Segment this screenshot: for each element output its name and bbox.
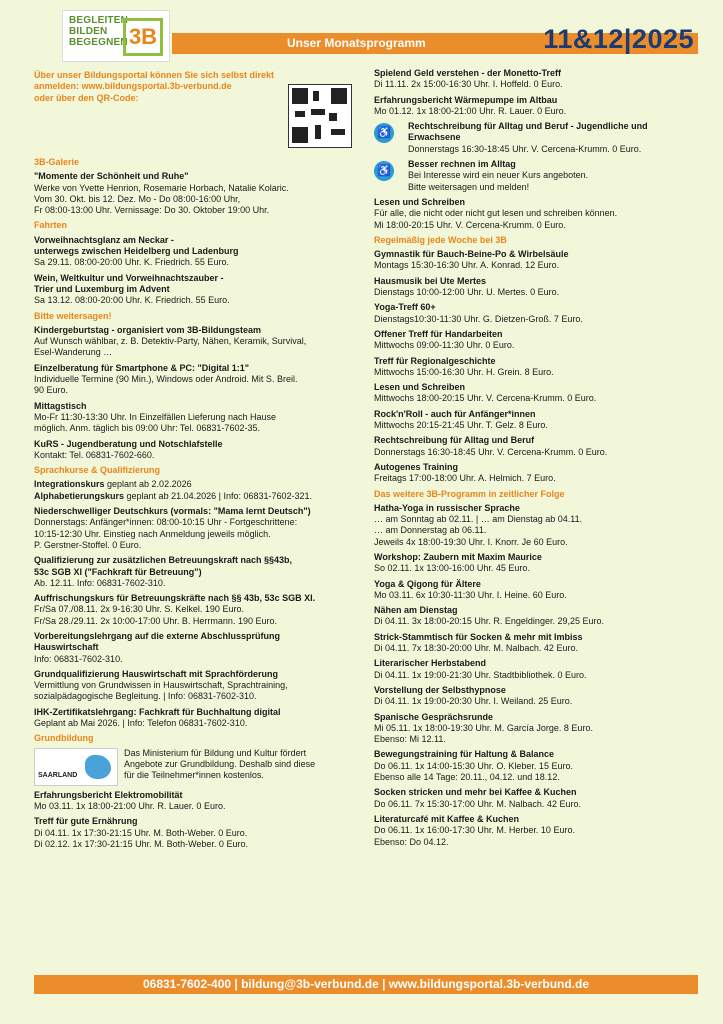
weekly-item bbox=[374, 329, 692, 352]
event-title: KuRS - Jugendberatung und Notschlafstelle bbox=[34, 438, 223, 449]
event-title: Yoga & Qigong für Ältere bbox=[374, 578, 481, 589]
event-title: Lesen und Schreiben bbox=[374, 382, 466, 393]
event-title: Erwachsene bbox=[408, 132, 461, 143]
event-line: 10:15-12:30 Uhr. Einstieg nach Anmeldung jeweils möglich. bbox=[34, 528, 271, 539]
event-line: Donnerstags 16:30-18:45 Uhr. V. Cercena-Krumm. 0 Euro. bbox=[374, 446, 608, 457]
event-title: Niederschwelliger Deutschkurs (vormals: "Mama lernt Deutsch") bbox=[34, 506, 311, 517]
logo-words bbox=[69, 15, 128, 48]
event-line: Dienstags10:30-11:30 Uhr. G. Dietzen-Groß. 7 Euro. bbox=[374, 313, 583, 324]
event-line: Fr 08:00-13:00 Uhr. Vernissage: Do 30. Oktober 19:00 Uhr. bbox=[34, 205, 270, 216]
event-einzelberatung bbox=[34, 363, 362, 397]
3b-logo bbox=[62, 10, 170, 62]
event-title: Lesen und Schreiben bbox=[374, 196, 466, 207]
event-title: Kindergeburtstag - organisiert vom 3B-Bildungsteam bbox=[34, 324, 262, 335]
logo-line: BEGLEITEN bbox=[69, 15, 129, 26]
event-waermepumpe bbox=[374, 95, 692, 118]
section-heading: Das weitere 3B-Programm in zeitlicher Folge bbox=[374, 488, 565, 499]
event-line: Di 04.11. 7x 18:30-20:00 Uhr. M. Nalbach. 42 Euro. bbox=[374, 643, 578, 654]
event-line: möglich. Anm. täglich bis 09:00 Uhr: Tel. 06831-7602-35. bbox=[34, 423, 260, 434]
event-title: Bewegungstraining für Haltung & Balance bbox=[374, 749, 555, 760]
event-title: Erfahrungsbericht Wärmepumpe im Altbau bbox=[374, 94, 558, 105]
saarland-logo bbox=[34, 748, 118, 786]
event-title: Treff für Regionalgeschichte bbox=[374, 355, 496, 366]
event-title: Hatha-Yoga in russischer Sprache bbox=[374, 502, 520, 513]
event-ihk bbox=[34, 707, 362, 730]
event-title: Nähen am Dienstag bbox=[374, 605, 458, 616]
event-line: P. Gerstner-Stoffel. 0 Euro. bbox=[34, 539, 142, 550]
event-title: IHK-Zertifikatslehrgang: Fachkraft für Buchhaltung digital bbox=[34, 706, 281, 717]
event-kindergeburtstag bbox=[34, 325, 362, 359]
event-title: unterwegs zwischen Heidelberg und Ladenburg bbox=[34, 246, 239, 257]
event-title: Vorweihnachtsglanz am Neckar - bbox=[34, 234, 174, 245]
event-title: Mittagstisch bbox=[34, 400, 87, 411]
intro-line: Über unser Bildungsportal können Sie sich selbst direkt bbox=[34, 70, 275, 80]
accessibility-icon: ♿ bbox=[374, 161, 394, 181]
event-line: Sa 29.11. 08:00-20:00 Uhr. K. Friedrich. 55 Euro. bbox=[34, 257, 229, 268]
event-title: Yoga-Treff 60+ bbox=[374, 302, 436, 313]
event-line: Di 04.11. 3x 18:00-20:15 Uhr. R. Engeldinger. 29,25 Euro. bbox=[374, 616, 604, 627]
note-line: Das Ministerium für Bildung und Kultur fördert bbox=[124, 747, 307, 758]
event-line: Do 06.11. 1x 16:00-17:30 Uhr. M. Herber. 10 Euro. bbox=[374, 825, 575, 836]
event-line: Mo 03.11. 1x 18:00-21:00 Uhr. R. Lauer. 0 Euro. bbox=[34, 800, 226, 811]
header-date: 11&12|2025 bbox=[543, 24, 694, 54]
event-title: Spanische Gesprächsrunde bbox=[374, 711, 494, 722]
event-title: Grundqualifizierung Hauswirtschaft mit Sprachförderung bbox=[34, 668, 279, 679]
event-line: Esel-Wanderung … bbox=[34, 347, 113, 358]
weekly-item bbox=[374, 249, 692, 272]
grundbildung-note bbox=[34, 748, 362, 786]
event-title: Auffrischungskurs für Betreuungskräfte nach §§ 43b, 53c SGB XI. bbox=[34, 593, 316, 604]
weekly-item bbox=[374, 435, 692, 458]
event-title: Besser rechnen im Alltag bbox=[408, 159, 516, 170]
event-line: geplant ab 21.04.2026 | Info: 06831-7602-321. bbox=[124, 490, 313, 501]
event-title: Vorstellung der Selbsthypnose bbox=[374, 684, 506, 695]
event-line: Bei Interesse wird ein neuer Kurs angeboten. bbox=[408, 170, 589, 181]
event-title: 53c SGB XI ("Fachkraft für Betreuung") bbox=[34, 566, 202, 577]
event-line: Für alle, die nicht oder nicht gut lesen und schreiben können. bbox=[374, 208, 618, 219]
event-title: Integrationskurs bbox=[34, 479, 105, 490]
event-socken bbox=[374, 787, 692, 810]
header-bar bbox=[172, 24, 698, 54]
weekly-item bbox=[374, 409, 692, 432]
event-line: Mittwochs 18:00-20:15 Uhr. V. Cercena-Krumm. 0 Euro. bbox=[374, 393, 597, 404]
section-heading: Regelmäßig jede Woche bei 3B bbox=[374, 234, 507, 245]
event-line: Fr/Sa 28./29.11. 2x 10:00-17:00 Uhr. B. Herrmann. 190 Euro. bbox=[34, 615, 277, 626]
event-title: Workshop: Zaubern mit Maxim Maurice bbox=[374, 551, 542, 562]
event-line: Ebenso alle 14 Tage: 20.11., 04.12. und 18.12. bbox=[374, 772, 560, 783]
event-title: Rechtschreibung für Alltag und Beruf - Jugendliche und bbox=[408, 121, 648, 132]
event-line: Mittwochs 20:15-21:45 Uhr. T. Gelz. 8 Euro. bbox=[374, 420, 548, 431]
event-line: Vom 30. Okt. bis 12. Dez. Mo - Do 08:00-16:00 Uhr, bbox=[34, 193, 241, 204]
event-line: Info: 06831-7602-310. bbox=[34, 653, 123, 664]
event-line: … am Donnerstag ab 06.11. bbox=[374, 525, 487, 536]
event-line: Ab. 12.11. Info: 06831-7602-310. bbox=[34, 577, 166, 588]
event-deutschkurs bbox=[34, 506, 362, 551]
section-heading: Sprachkurse & Qualifizierung bbox=[34, 465, 161, 476]
event-monetto bbox=[374, 68, 692, 91]
event-line: Jeweils 4x 18:00-19:30 Uhr. I. Knorr. Je 60 Euro. bbox=[374, 536, 568, 547]
note-line: Angebote zur Grundbildung. Deshalb sind diese bbox=[124, 758, 316, 769]
weekly-item bbox=[374, 276, 692, 299]
accessibility-icon: ♿ bbox=[374, 123, 394, 143]
event-line: Individuelle Termine (90 Min.), Windows oder Android. Mit S. Breil. bbox=[34, 374, 298, 385]
event-mittagstisch bbox=[34, 401, 362, 435]
event-bewegungstraining bbox=[374, 749, 692, 783]
event-line: Mo 01.12. 1x 18:00-21:00 Uhr. R. Lauer. 0 Euro. bbox=[374, 105, 567, 116]
logo-line: BILDEN bbox=[69, 26, 108, 37]
event-line: Dienstags 10:00-12:00 Uhr. U. Mertes. 0 Euro. bbox=[374, 287, 560, 298]
header-title: Unser Monatsprogramm bbox=[287, 36, 426, 50]
weekly-item bbox=[374, 462, 692, 485]
event-hatha-yoga bbox=[374, 503, 692, 548]
event-line: Sa 13.12. 08:00-20:00 Uhr. K. Friedrich. 55 Euro. bbox=[34, 295, 230, 306]
saarland-label: SAARLAND bbox=[38, 772, 78, 780]
event-grundqualifizierung bbox=[34, 669, 362, 703]
event-title: Offener Treff für Handarbeiten bbox=[374, 328, 503, 339]
event-line: Vermittlung von Grundwissen in Hauswirtschaft, Sprachtraining, bbox=[34, 680, 288, 691]
event-title: Strick-Stammtisch für Socken & mehr mit Imbiss bbox=[374, 631, 583, 642]
event-line: 90 Euro. bbox=[34, 385, 69, 396]
event-line: Mittwochs 09:00-11:30 Uhr. 0 Euro. bbox=[374, 340, 515, 351]
event-line: Mo-Fr 11:30-13:30 Uhr. In Einzelfällen Lieferung nach Hause bbox=[34, 411, 276, 422]
event-title: "Momente der Schönheit und Ruhe" bbox=[34, 171, 189, 182]
event-title: Rock'n'Roll - auch für Anfänger*innen bbox=[374, 408, 536, 419]
portal-link[interactable]: anmelden: www.bildungsportal.3b-verbund.de bbox=[34, 81, 232, 92]
event-item bbox=[374, 632, 692, 655]
section-heading: Fahrten bbox=[34, 220, 68, 231]
event-qualifizierung bbox=[34, 555, 362, 589]
event-title: Treff für gute Ernährung bbox=[34, 816, 138, 827]
event-line: … am Sonntag ab 02.11. | … am Dienstag ab 04.11. bbox=[374, 514, 583, 525]
event-title: Hauswirtschaft bbox=[34, 642, 99, 653]
saarland-map-icon bbox=[85, 755, 111, 779]
section-heading: Bitte weitersagen! bbox=[34, 310, 112, 321]
event-vorbereitungslehrgang bbox=[34, 631, 362, 665]
event-line: Ebenso: Mi 12.11. bbox=[374, 734, 446, 745]
event-line: Fr/Sa 07./08.11. 2x 9-16:30 Uhr. S. Kelkel. 190 Euro. bbox=[34, 604, 244, 615]
event-line: Do 06.11. 7x 15:30-17:00 Uhr. M. Nalbach. 42 Euro. bbox=[374, 798, 581, 809]
logo-mark: 3B bbox=[123, 18, 163, 56]
event-line: Mi 18:00-20:15 Uhr. V. Cercena-Krumm. 0 Euro. bbox=[374, 219, 566, 230]
event-line: Werke von Yvette Henrion, Rosemarie Horbach, Natalie Kolaric. bbox=[34, 182, 289, 193]
event-line: Mittwochs 15:00-16:30 Uhr. H. Grein. 8 Euro. bbox=[374, 366, 554, 377]
event-item bbox=[374, 579, 692, 602]
event-title: Literaturcafé mit Kaffee & Kuchen bbox=[374, 813, 520, 824]
event-line: sozialpädagogische Begleitung. | Info: 06831-7602-310. bbox=[34, 691, 257, 702]
logo-line: BEGEGNEN bbox=[69, 37, 128, 48]
event-line: Kontakt: Tel. 06831-7602-660. bbox=[34, 449, 155, 460]
event-item bbox=[374, 552, 692, 575]
event-line: Geplant ab Mai 2026. | Info: Telefon 06831-7602-310. bbox=[34, 718, 248, 729]
weekly-item bbox=[374, 302, 692, 325]
event-title: Einzelberatung für Smartphone & PC: "Digital 1:1" bbox=[34, 362, 250, 373]
event-title: Autogenes Training bbox=[374, 461, 459, 472]
qr-code[interactable] bbox=[288, 84, 352, 148]
weekly-item bbox=[374, 382, 692, 405]
event-besser-rechnen bbox=[374, 159, 692, 193]
event-title: Spielend Geld verstehen - der Monetto-Treff bbox=[374, 68, 562, 78]
event-title: Qualifizierung zur zusätzlichen Betreuungskraft nach §§43b, bbox=[34, 555, 293, 566]
event-line: Montags 15:30-16:30 Uhr. A. Konrad. 12 Euro. bbox=[374, 260, 560, 271]
event-item bbox=[374, 605, 692, 628]
event-fahrt bbox=[34, 273, 362, 307]
event-item bbox=[374, 658, 692, 681]
event-auffrischungskurs bbox=[34, 593, 362, 627]
event-title: Trier und Luxemburg im Advent bbox=[34, 283, 170, 294]
note-line: für die Teilnehmer*innen kostenlos. bbox=[124, 770, 264, 781]
event-line: Donnerstags: Anfänger*innen: 08:00-10:15 Uhr - Fortgeschrittene: bbox=[34, 517, 298, 528]
event-title: Alphabetierungskurs bbox=[34, 490, 125, 501]
event-title: Rechtschreibung für Alltag und Beruf bbox=[374, 435, 535, 446]
intro-line: oder über den QR-Code: bbox=[34, 92, 139, 103]
event-literaturcafe bbox=[374, 814, 692, 848]
event-title: Erfahrungsbericht Elektromobilität bbox=[34, 789, 183, 800]
event-item bbox=[374, 685, 692, 708]
event-line: So 02.11. 1x 13:00-16:00 Uhr. 45 Euro. bbox=[374, 563, 530, 574]
event-title: Wein, Weltkultur und Vorweihnachtszauber - bbox=[34, 272, 224, 283]
event-line: Do 06.11. 1x 14:00-15:30 Uhr. O. Kleber. 15 Euro. bbox=[374, 760, 573, 771]
event-line: Di 02.12. 1x 17:30-21:15 Uhr. M. Both-Weber. 0 Euro. bbox=[34, 838, 248, 849]
event-line: Mi 05.11. 1x 18:00-19:30 Uhr. M. García Jorge. 8 Euro. bbox=[374, 722, 593, 733]
event-line: Auf Wunsch wählbar, z. B. Detektiv-Party, Nähen, Keramik, Survival, bbox=[34, 336, 307, 347]
event-ernaehrung bbox=[34, 816, 362, 850]
event-fahrt bbox=[34, 235, 362, 269]
intro bbox=[34, 70, 362, 154]
event-title: Literarischer Herbstabend bbox=[374, 658, 487, 669]
left-column bbox=[34, 70, 362, 854]
event-line: Freitags 17:00-18:00 Uhr. A. Helmich. 7 Euro. bbox=[374, 473, 556, 484]
event-line: Mo 03.11. 6x 10:30-11:30 Uhr. I. Heine. 60 Euro. bbox=[374, 589, 567, 600]
event-title: Gymnastik für Bauch-Beine-Po & Wirbelsäule bbox=[374, 249, 569, 260]
event-line: Di 11.11. 2x 15:00-16:30 Uhr. I. Hoffeld. 0 Euro. bbox=[374, 79, 563, 90]
event-line: Bitte weitersagen und melden! bbox=[408, 181, 530, 192]
footer-contact[interactable]: 06831-7602-400 | bildung@3b-verbund.de | www.bildungsportal.3b-verbund.de bbox=[34, 975, 698, 994]
event-title: Socken stricken und mehr bei Kaffee & Kuchen bbox=[374, 787, 577, 798]
event-line: geplant ab 2.02.2026 bbox=[104, 479, 192, 490]
section-heading: Grundbildung bbox=[34, 733, 94, 744]
event-line: Ebenso: Do 04.12. bbox=[374, 836, 449, 847]
event-title: Vorbereitungslehrgang auf die externe Abschlussprüfung bbox=[34, 630, 281, 641]
event-integrationskurs bbox=[34, 479, 362, 502]
event-line: Di 04.11. 1x 17:30-21:15 Uhr. M. Both-Weber. 0 Euro. bbox=[34, 827, 248, 838]
weekly-item bbox=[374, 356, 692, 379]
event-title: Hausmusik bei Ute Mertes bbox=[374, 275, 487, 286]
right-column bbox=[374, 68, 692, 852]
event-galerie bbox=[34, 171, 362, 216]
event-rechtschreibung-jugend bbox=[374, 121, 692, 155]
event-kurs bbox=[34, 439, 362, 462]
event-elektromobilitaet bbox=[34, 790, 362, 813]
event-line: Di 04.11. 1x 19:00-21:30 Uhr. Stadtbibliothek. 0 Euro. bbox=[374, 669, 587, 680]
event-line: Di 04.11. 1x 19:00-20:30 Uhr. I. Weiland. 25 Euro. bbox=[374, 696, 573, 707]
section-heading: 3B-Galerie bbox=[34, 157, 80, 167]
event-line: Donnerstags 16:30-18:45 Uhr. V. Cercena-Krumm. 0 Euro. bbox=[408, 143, 642, 154]
event-spanisch bbox=[374, 712, 692, 746]
event-lesen-schreiben bbox=[374, 197, 692, 231]
